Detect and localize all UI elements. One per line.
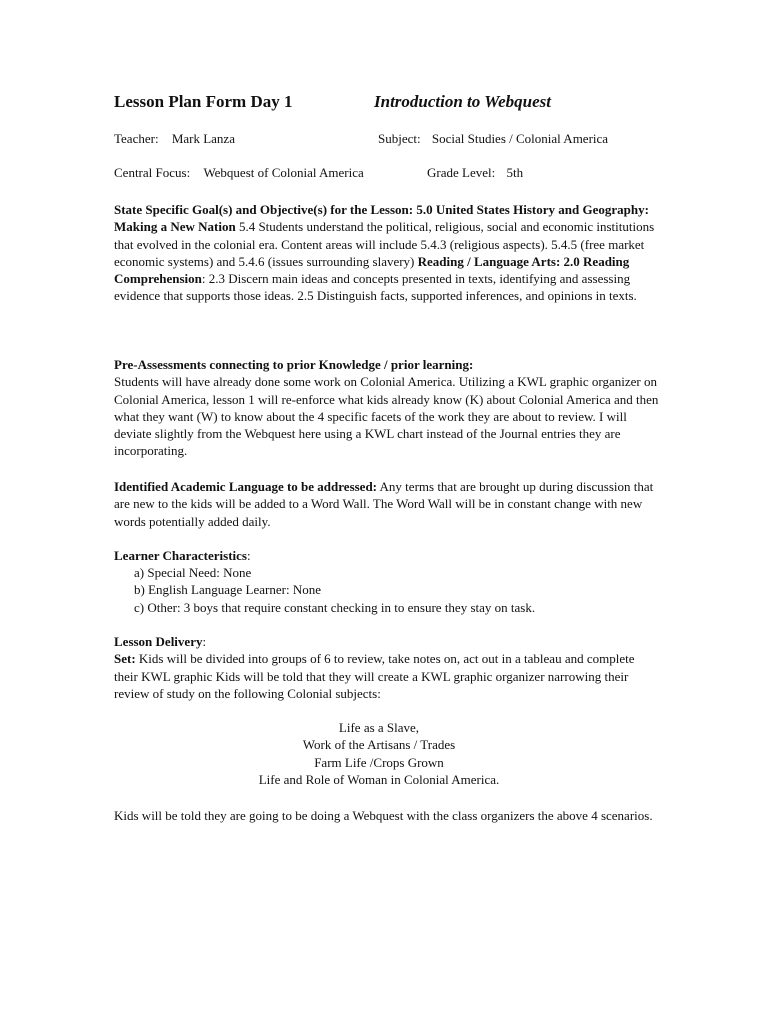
- delivery-section: [114, 633, 659, 702]
- delivery-heading: Lesson Delivery: [114, 634, 203, 649]
- list-item: c) Other: 3 boys that require constant checking in to ensure they stay on task.: [134, 599, 536, 615]
- delivery-colon: :: [202, 634, 207, 649]
- preassessment-heading: Pre-Assessments connecting to prior Knowledge / prior learning:: [114, 357, 474, 372]
- grade-value: 5th: [506, 165, 524, 180]
- list-item: a) Special Need: None: [134, 565, 252, 580]
- reading-heading: Reading / Language Arts: 2.0 Reading Comprehension: [114, 253, 630, 287]
- set-label: Set:: [114, 651, 136, 667]
- focus-label: Central Focus:: [114, 165, 191, 180]
- page-title: Lesson Plan Form Day 1: [114, 92, 293, 111]
- academic-language-heading: Identified Academic Language to be addressed:: [114, 479, 378, 494]
- learner-section: [114, 547, 659, 564]
- focus-row: [114, 165, 364, 181]
- closing-text: Kids will be told they are going to be doing a Webquest with the class organizers the above 4 scenarios.: [114, 808, 653, 823]
- teacher-row: [114, 131, 235, 147]
- academic-language-section: [114, 478, 659, 530]
- teacher-label: Teacher:: [114, 131, 159, 146]
- reading-text: : 2.3 Discern main ideas and concepts presented in texts, identifying and assessing evidence that supports those ideas. 2.5 Distinguish facts, supported inferences, and opinions in texts.: [114, 271, 637, 304]
- subjects-list: [114, 719, 644, 788]
- goals-text: 5.4 Students understand the political, religious, social and economic institutions that evolved in the colonial era. Content areas will include 5.4.3 (religious aspects). 5.4.5 (free market economic systems) and 5.4.6 (issues surrounding slavery): [114, 219, 655, 269]
- learner-list: [134, 564, 535, 616]
- subject-value: Social Studies / Colonial America: [431, 131, 609, 146]
- learner-colon: :: [246, 548, 251, 563]
- subject-line: Life as a Slave,: [338, 720, 420, 735]
- subject-line: Work of the Artisans / Trades: [302, 737, 456, 753]
- goals-section: [114, 201, 659, 305]
- closing-paragraph: [114, 807, 659, 824]
- subject-row: [378, 131, 608, 147]
- subject-line: Life and Role of Woman in Colonial America.: [258, 771, 500, 787]
- page-subtitle: Introduction to Webquest: [374, 92, 551, 111]
- subject-line: Farm Life /Crops Grown: [314, 754, 444, 770]
- grade-label: Grade Level:: [427, 165, 496, 180]
- focus-value: Webquest of Colonial America: [203, 165, 364, 180]
- subject-label: Subject:: [378, 131, 421, 146]
- preassessment-section: [114, 356, 659, 460]
- teacher-value: Mark Lanza: [171, 131, 235, 146]
- preassessment-text: Students will have already done some work on Colonial America. Utilizing a KWL graphic organizer on Colonial America, lesson 1 will re-enforce what kids already know (K) about Colonial America and then what they want (W) to know about the 4 specific facets of the work they are about to review. I will deviate slightly from the Webquest here using a KWL chart instead of the Journal entries they are incorporating.: [114, 374, 659, 459]
- goals-heading: State Specific Goal(s) and Objective(s) for the Lesson: 5.0 United States History and Geography: Making a New Nation: [114, 202, 649, 235]
- set-text: Kids will be divided into groups of 6 to review, take notes on, act out in a tableau and complete their KWL graphic Kids will be told that they will create a KWL graphic organizer narrowing their review of study on the following Colonial subjects:: [114, 651, 635, 701]
- learner-heading: Learner Characteristics: [114, 548, 247, 563]
- academic-language-text: Any terms that are brought up during discussion that are new to the kids will be added to a Word Wall. The Word Wall will be in constant change with new words potentially added daily.: [114, 479, 654, 529]
- list-item: b) English Language Learner: None: [134, 582, 321, 598]
- grade-row: [427, 165, 523, 181]
